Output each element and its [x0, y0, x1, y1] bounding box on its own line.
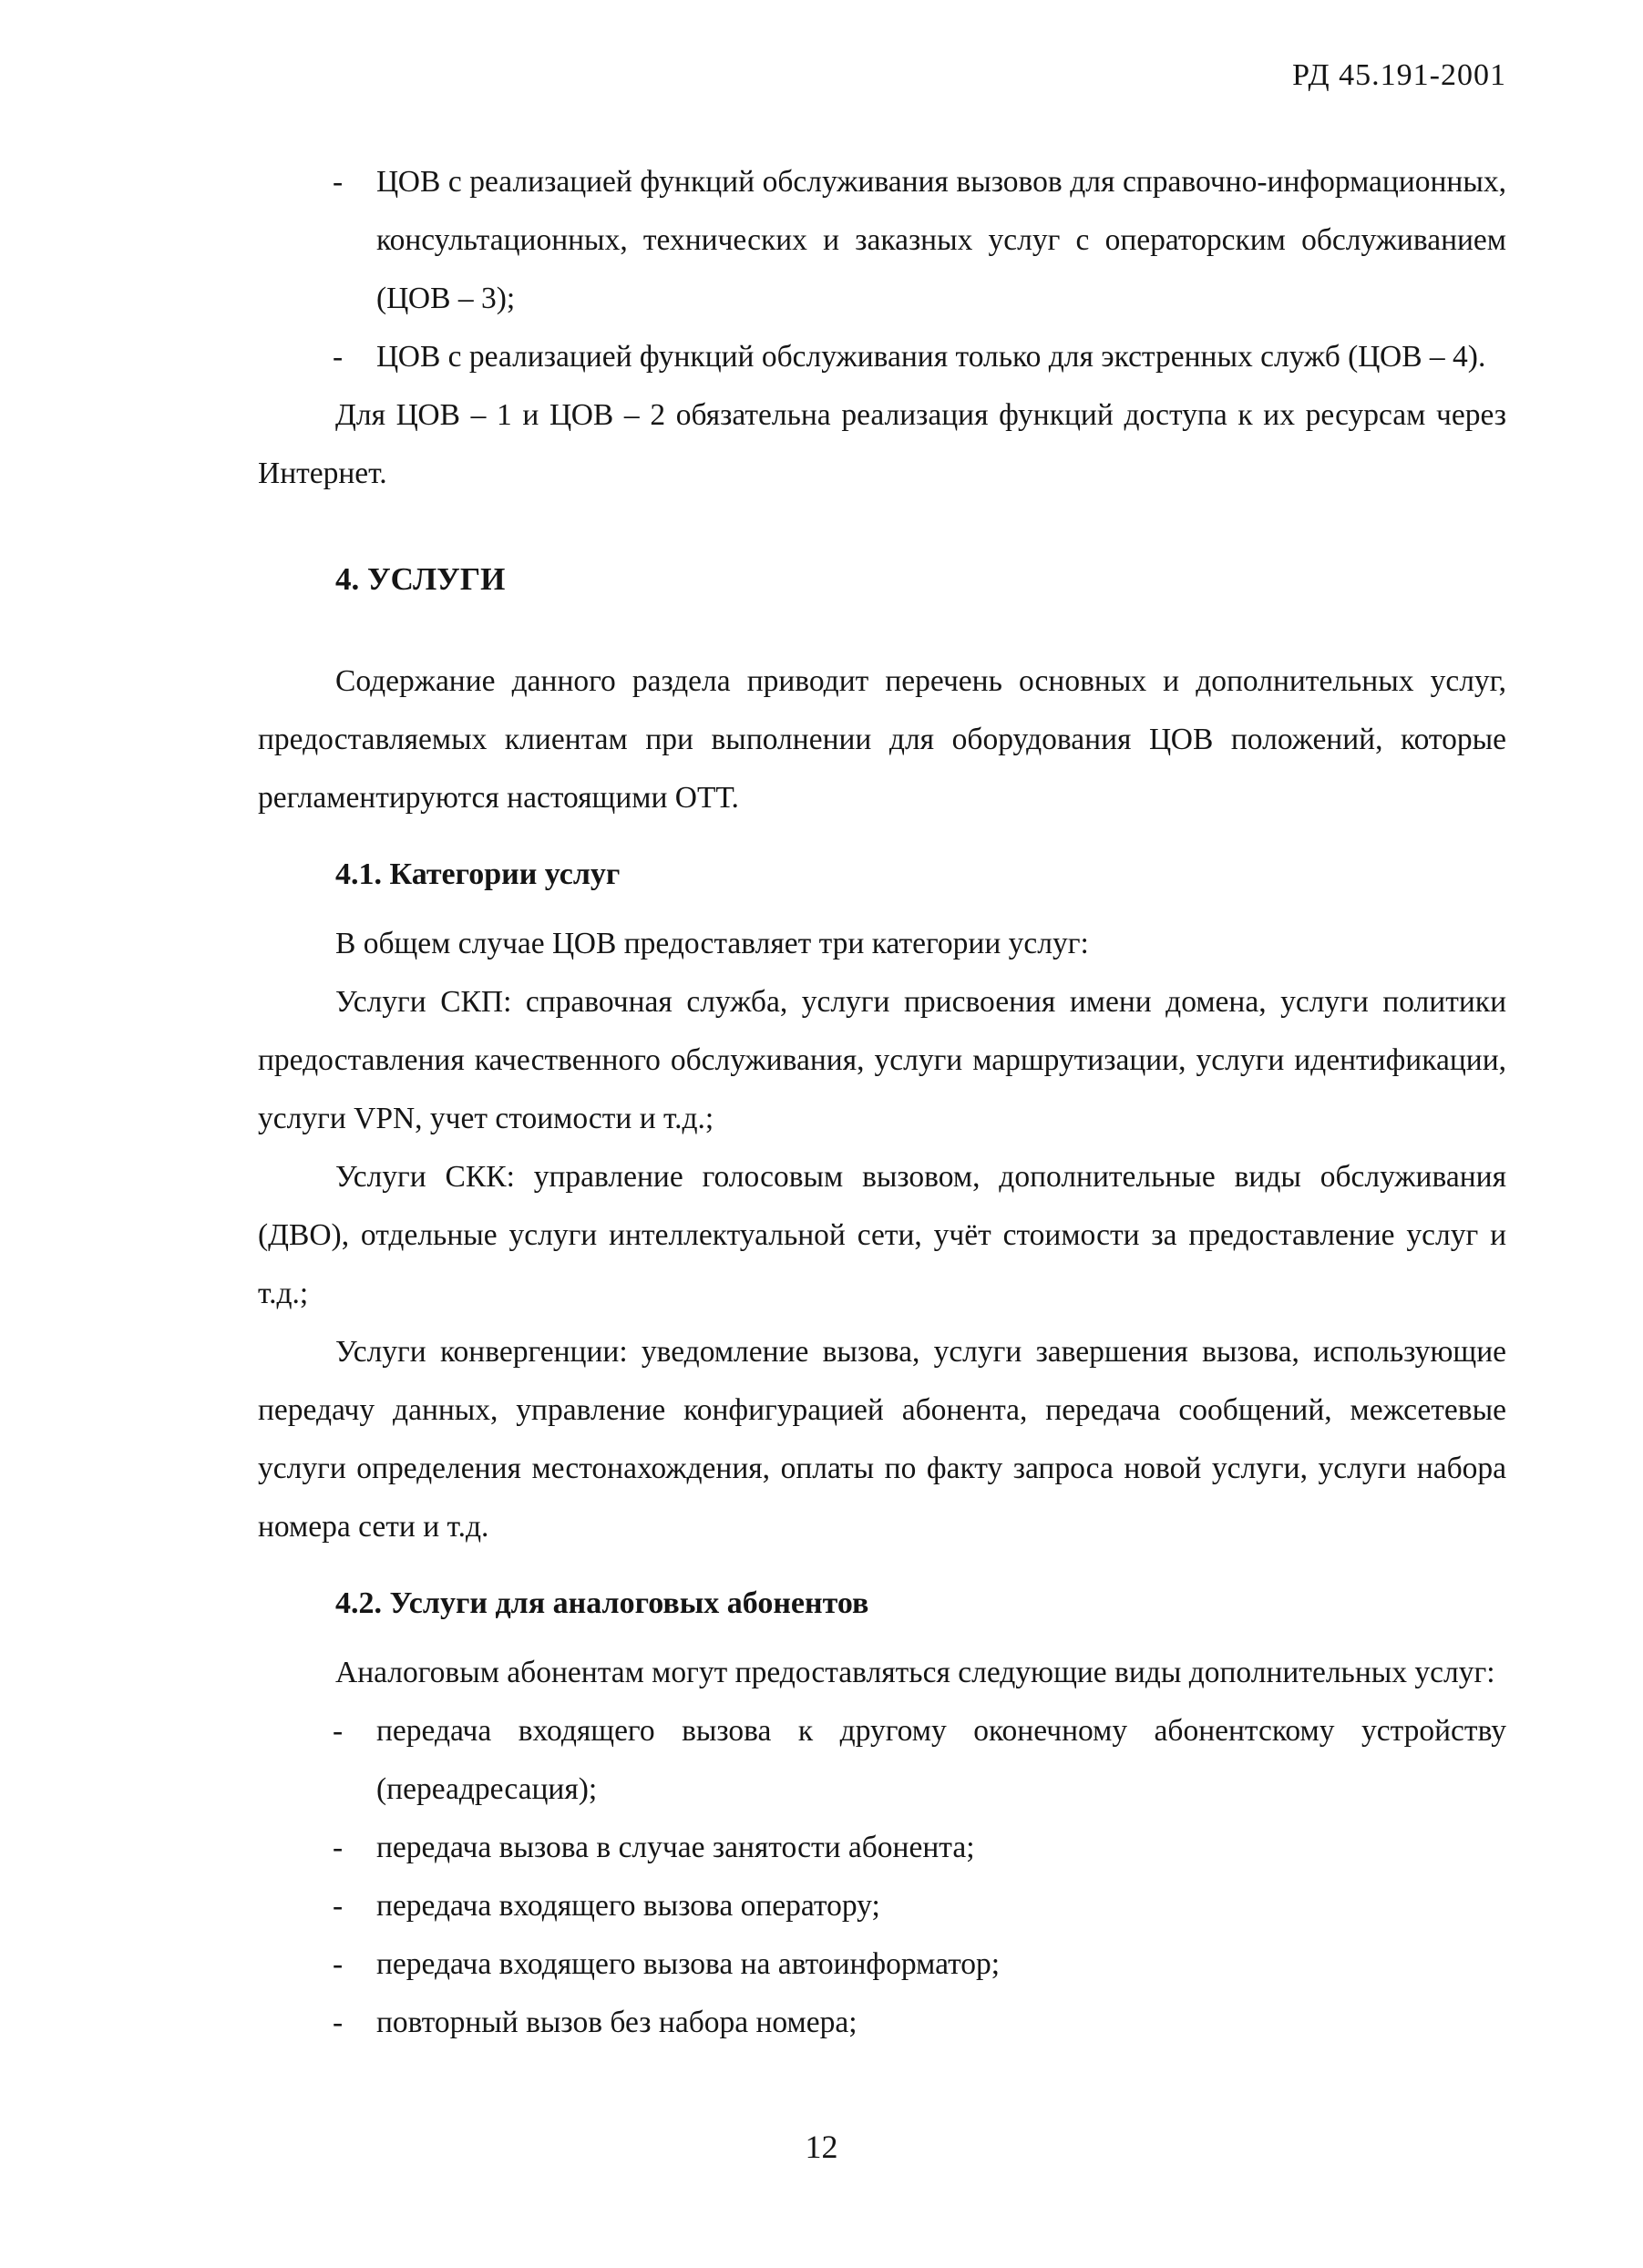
list-item [258, 1702, 1506, 1819]
section-4-intro: Содержание данного раздела приводит перечень основных и дополнительных услуг, предоставляемых клиентам при выполнении для оборудования ЦОВ положений, которые регламентируются настоящими ОТТ. [258, 664, 1506, 815]
analog-services-intro: Аналоговым абонентам могут предоставляться следующие виды дополнительных услуг: [335, 1656, 1495, 1689]
skk-services-paragraph: Услуги СКК: управление голосовым вызовом, дополнительные виды обслуживания (ДВО), отдельные услуги интеллектуальной сети, учёт стоимости за предоставление услуг и т.д.; [258, 1160, 1506, 1310]
list-dash: - [333, 1889, 344, 1923]
list-item [258, 1819, 1506, 1877]
section-4-2-heading: 4.2. Услуги для аналоговых абонентов [335, 1586, 869, 1620]
convergence-services-paragraph: Услуги конвергенции: уведомление вызова, услуги завершения вызова, использующие передачу данных, управление конфигурацией абонента, передача сообщений, межсетевые услуги определения местонахождения, оплаты по факту запроса новой услуги, услуги набора номера сети и т.д. [258, 1335, 1506, 1544]
list-item-text: ЦОВ с реализацией функций обслуживания вызовов для справочно-информационных, консультационных, технических и заказных услуг с операторским обслуживанием (ЦОВ – 3); [376, 165, 1506, 315]
skp-services-paragraph: Услуги СКП: справочная служба, услуги присвоения имени домена, услуги политики предоставления качественного обслуживания, услуги маршрутизации, услуги идентификации, услуги VPN, учет стоимости и т.д.; [258, 985, 1506, 1135]
section-4-1-heading: 4.1. Категории услуг [335, 857, 621, 891]
list-item-text: ЦОВ с реализацией функций обслуживания только для экстренных служб (ЦОВ – 4). [376, 340, 1486, 374]
center-types-list [258, 153, 1506, 386]
section-4-heading: 4. УСЛУГИ [335, 561, 506, 597]
list-dash: - [333, 1947, 344, 1981]
list-item-text: передача входящего вызова на автоинформатор; [376, 1947, 1001, 1981]
list-dash: - [333, 340, 344, 374]
page-number: 12 [805, 2129, 838, 2165]
list-item [258, 1994, 1506, 2052]
list-dash: - [333, 1831, 344, 1864]
list-dash: - [333, 165, 344, 199]
page-content [258, 153, 1506, 2052]
list-item [258, 328, 1506, 386]
list-item-text: передача входящего вызова оператору; [376, 1889, 880, 1923]
list-item [258, 153, 1506, 328]
list-item [258, 1877, 1506, 1935]
categories-intro: В общем случае ЦОВ предоставляет три категории услуг: [335, 927, 1089, 960]
list-item-text: передача вызова в случае занятости абонента; [376, 1831, 975, 1864]
internet-access-paragraph: Для ЦОВ – 1 и ЦОВ – 2 обязательна реализация функций доступа к их ресурсам через Интернет. [258, 398, 1506, 490]
list-item-text: передача входящего вызова к другому оконечному абонентскому устройству (переадресация); [376, 1714, 1506, 1806]
document-id-header: РД 45.191-2001 [1292, 58, 1506, 92]
analog-services-list [258, 1702, 1506, 2052]
list-dash: - [333, 1714, 344, 1748]
list-item-text: повторный вызов без набора номера; [376, 2006, 857, 2039]
list-item [258, 1935, 1506, 1994]
list-dash: - [333, 2006, 344, 2039]
